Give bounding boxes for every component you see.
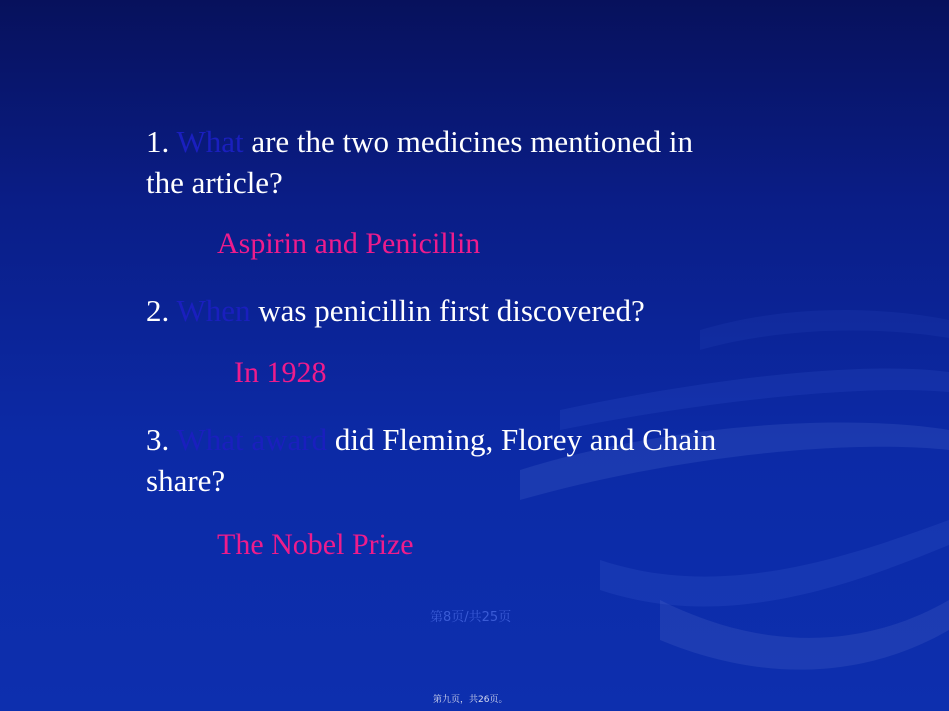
- question-1-number: 1.: [146, 124, 170, 159]
- answer-1: Aspirin and Penicillin: [217, 227, 481, 260]
- question-3-number: 3.: [146, 422, 170, 457]
- question-2-number: 2.: [146, 293, 170, 328]
- question-1-text-line2: the article?: [146, 165, 283, 200]
- question-2-text: was penicillin first discovered?: [258, 293, 645, 328]
- question-3-keyword: What award: [176, 422, 328, 457]
- question-1-keyword: What: [176, 124, 244, 159]
- question-1: [146, 121, 806, 203]
- question-3-text: did Fleming, Florey and Chain: [334, 422, 717, 457]
- answer-2: In 1928: [234, 356, 327, 389]
- question-3-text-line2: share?: [146, 463, 226, 498]
- answer-3: The Nobel Prize: [217, 528, 414, 561]
- question-2: [146, 290, 806, 331]
- page-footer-text: 第九页，共26页。: [433, 695, 508, 705]
- question-1-text: are the two medicines mentioned in: [251, 124, 693, 159]
- question-3: [146, 419, 806, 501]
- question-2-keyword: When: [176, 293, 251, 328]
- page-indicator: 第8页/共25页: [430, 610, 512, 625]
